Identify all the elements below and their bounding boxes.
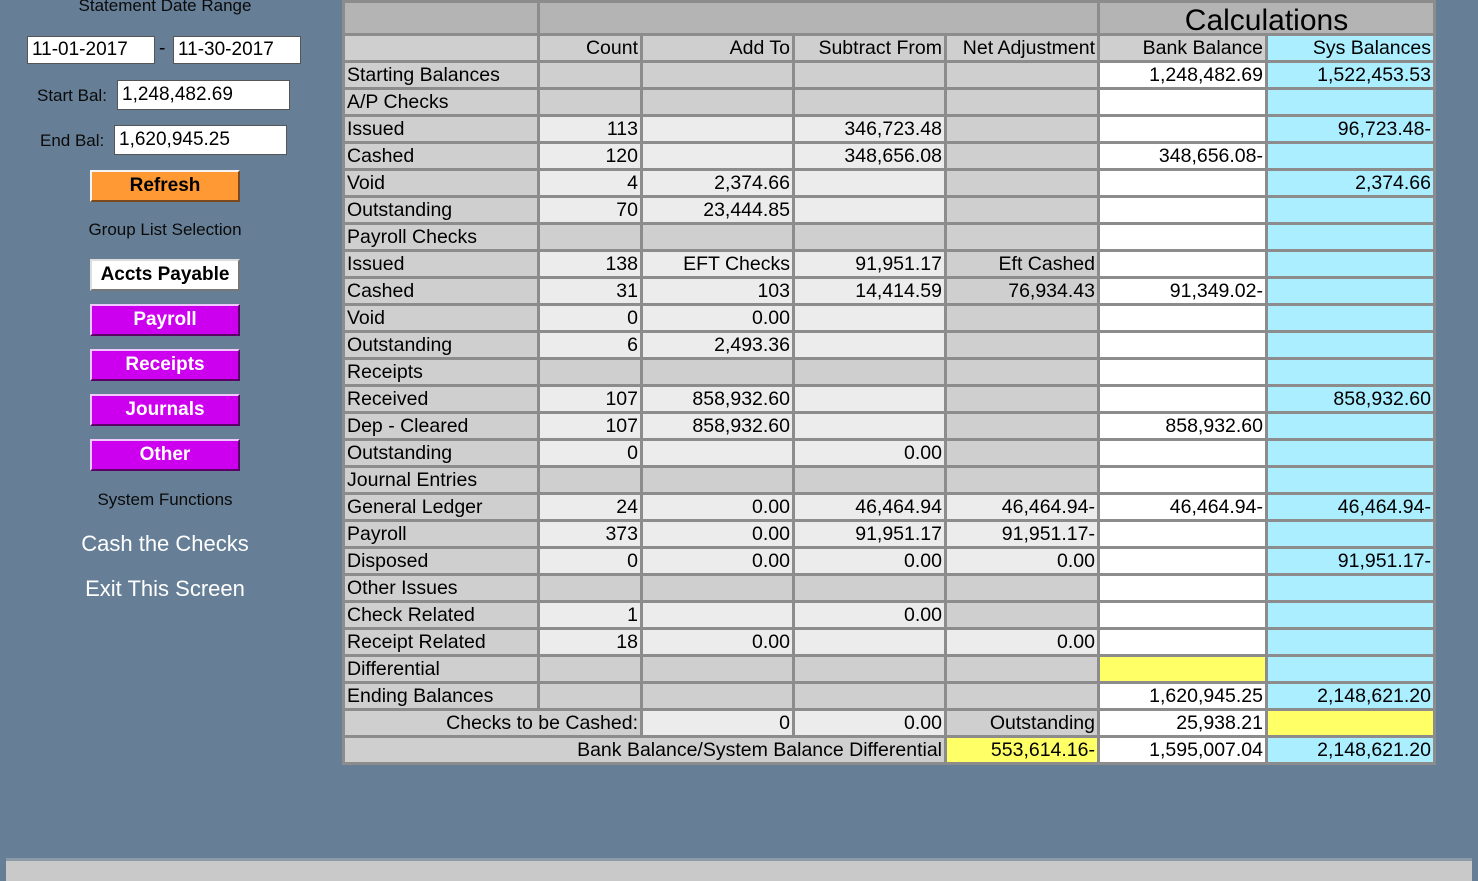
row-label: Cashed [344,278,539,305]
row-label: Receipt Related [344,629,539,656]
receipts-section-row [344,359,1435,386]
payroll-void-row[interactable] [344,305,1435,332]
count-cell: 1 [539,602,642,629]
subtract-cell: 14,414.59 [794,278,946,305]
add-cell: 2,374.66 [642,170,794,197]
system-functions-label: System Functions [97,490,233,509]
subtract-cell: 346,723.48 [794,116,946,143]
row-label: Disposed [344,548,539,575]
bank-sys-differential-row [344,737,1435,764]
other-check-related-row[interactable] [344,602,1435,629]
count-cell: 0 [539,305,642,332]
section-label: Payroll Checks [344,224,539,251]
sys-balances-header: Sys Balances [1267,35,1435,62]
row-label: Differential [344,656,539,683]
bottom-bar [6,858,1472,881]
add-cell: 0.00 [642,629,794,656]
bank-cell: 348,656.08- [1099,143,1267,170]
group-other-button[interactable]: Other [90,439,240,471]
group-payroll-button[interactable]: Payroll [90,304,240,336]
count-cell: 107 [539,413,642,440]
section-label: Other Issues [344,575,539,602]
reconciliation-grid [342,0,1436,765]
bank-sys-differential-label: Bank Balance/System Balance Differential [344,737,946,764]
bank-balance-header: Bank Balance [1099,35,1267,62]
ap-cashed-row[interactable] [344,143,1435,170]
journal-entries-section-row [344,467,1435,494]
eft-cashed-label: Eft Cashed [946,251,1099,278]
starting-balances-row [344,62,1435,89]
cash-checks-link[interactable]: Cash the Checks [81,531,249,556]
add-cell: 23,444.85 [642,197,794,224]
outstanding-bank-cell: 25,938.21 [1099,710,1267,737]
bank-differential-cell [1099,656,1267,683]
subtract-cell: 348,656.08 [794,143,946,170]
net-adjustment-header: Net Adjustment [946,35,1099,62]
subtract-cell: 0.00 [794,602,946,629]
eft-checks-label: EFT Checks [642,251,794,278]
add-cell: 0.00 [642,305,794,332]
checks-to-cash-count[interactable]: 0 [642,710,794,737]
row-label: General Ledger [344,494,539,521]
receipts-cleared-row[interactable] [344,413,1435,440]
refresh-button[interactable]: Refresh [90,170,240,202]
sys-cell: 96,723.48- [1267,116,1435,143]
count-cell: 18 [539,629,642,656]
row-label: Payroll [344,521,539,548]
column-header-row [344,35,1435,62]
journal-gl-row[interactable] [344,494,1435,521]
ap-checks-section-row [344,89,1435,116]
count-cell: 6 [539,332,642,359]
row-label: Received [344,386,539,413]
bank-cell: 91,349.02- [1099,278,1267,305]
ending-balances-row [344,683,1435,710]
row-label: Outstanding [344,197,539,224]
count-cell: 0 [539,548,642,575]
outstanding-sys-cell [1267,710,1435,737]
group-receipts-button[interactable]: Receipts [90,349,240,381]
net-cell: 0.00 [946,548,1099,575]
count-header: Count [539,35,642,62]
other-receipt-related-row[interactable] [344,629,1435,656]
ap-outstanding-row[interactable] [344,197,1435,224]
sys-cell: 46,464.94- [1267,494,1435,521]
bank-cell: 1,620,945.25 [1099,683,1267,710]
other-issues-section-row [344,575,1435,602]
add-cell: 858,932.60 [642,386,794,413]
checks-to-cash-amount: 0.00 [794,710,946,737]
add-cell: 858,932.60 [642,413,794,440]
count-cell: 0 [539,440,642,467]
row-label: Issued [344,116,539,143]
row-label: Dep - Cleared [344,413,539,440]
start-bal-label: Start Bal: [37,86,107,105]
end-bal-field[interactable]: 1,620,945.25 [114,125,287,155]
bank-cell: 858,932.60 [1099,413,1267,440]
sys-cell: 2,148,621.20 [1267,683,1435,710]
checks-to-cash-label: Checks to be Cashed: [344,710,642,737]
subtract-from-header: Subtract From [794,35,946,62]
count-cell: 31 [539,278,642,305]
start-date-field[interactable]: 11-01-2017 [27,36,155,64]
count-cell: 138 [539,251,642,278]
row-label: Ending Balances [344,683,539,710]
count-cell: 373 [539,521,642,548]
receipts-received-row[interactable] [344,386,1435,413]
outstanding-label: Outstanding [946,710,1099,737]
end-bal-label: End Bal: [40,131,105,150]
sidebar [0,0,342,874]
count-cell: 4 [539,170,642,197]
add-to-header: Add To [642,35,794,62]
journal-payroll-row[interactable] [344,521,1435,548]
exit-screen-link[interactable]: Exit This Screen [85,576,245,601]
receipts-outstanding-row[interactable] [344,440,1435,467]
net-cell: 0.00 [946,629,1099,656]
subtract-cell: 91,951.17 [794,521,946,548]
add-cell: 2,493.36 [642,332,794,359]
count-cell: 70 [539,197,642,224]
section-label: Receipts [344,359,539,386]
payroll-cashed-row[interactable] [344,278,1435,305]
payroll-issued-row[interactable] [344,251,1435,278]
bank-cell: 46,464.94- [1099,494,1267,521]
row-label: Void [344,305,539,332]
add-cell: 0.00 [642,521,794,548]
row-label: Issued [344,251,539,278]
ap-issued-row[interactable] [344,116,1435,143]
date-separator: - [159,38,166,59]
add-cell: 0.00 [642,548,794,575]
bank-cell: 1,595,007.04 [1099,737,1267,764]
count-cell: 120 [539,143,642,170]
count-cell: 113 [539,116,642,143]
group-journals-button[interactable]: Journals [90,394,240,426]
sys-cell: 2,374.66 [1267,170,1435,197]
journal-disposed-row[interactable] [344,548,1435,575]
subtract-cell: 0.00 [794,440,946,467]
row-label: Void [344,170,539,197]
eft-checks-cell: 103 [642,278,794,305]
start-bal-field[interactable]: 1,248,482.69 [117,80,290,110]
sys-cell: 858,932.60 [1267,386,1435,413]
sys-cell: 2,148,621.20 [1267,737,1435,764]
date-range-label: Statement Date Range [78,0,252,15]
count-cell: 107 [539,386,642,413]
row-label: Check Related [344,602,539,629]
group-list-label: Group List Selection [88,220,242,239]
eft-cashed-cell: 76,934.43 [946,278,1099,305]
add-cell: 0.00 [642,494,794,521]
payroll-checks-section-row [344,224,1435,251]
bank-cell: 1,248,482.69 [1099,62,1267,89]
row-label: Cashed [344,143,539,170]
end-date-field[interactable]: 11-30-2017 [173,36,301,64]
row-label: Starting Balances [344,62,539,89]
subtract-cell: 46,464.94 [794,494,946,521]
differential-value: 553,614.16- [946,737,1099,764]
checks-to-cash-row [344,710,1435,737]
subtract-cell: 91,951.17 [794,251,946,278]
group-accts-payable-button[interactable]: Accts Payable [90,259,240,291]
subtract-cell: 0.00 [794,548,946,575]
row-label: Outstanding [344,440,539,467]
section-label: Journal Entries [344,467,539,494]
count-cell: 24 [539,494,642,521]
sys-cell: 1,522,453.53 [1267,62,1435,89]
ap-void-row[interactable] [344,170,1435,197]
section-label: A/P Checks [344,89,539,116]
payroll-outstanding-row[interactable] [344,332,1435,359]
differential-row [344,656,1435,683]
net-cell: 91,951.17- [946,521,1099,548]
row-label: Outstanding [344,332,539,359]
header-title-row [344,2,1435,35]
net-cell: 46,464.94- [946,494,1099,521]
calculations-title: Calculations [1099,2,1435,35]
sys-cell: 91,951.17- [1267,548,1435,575]
